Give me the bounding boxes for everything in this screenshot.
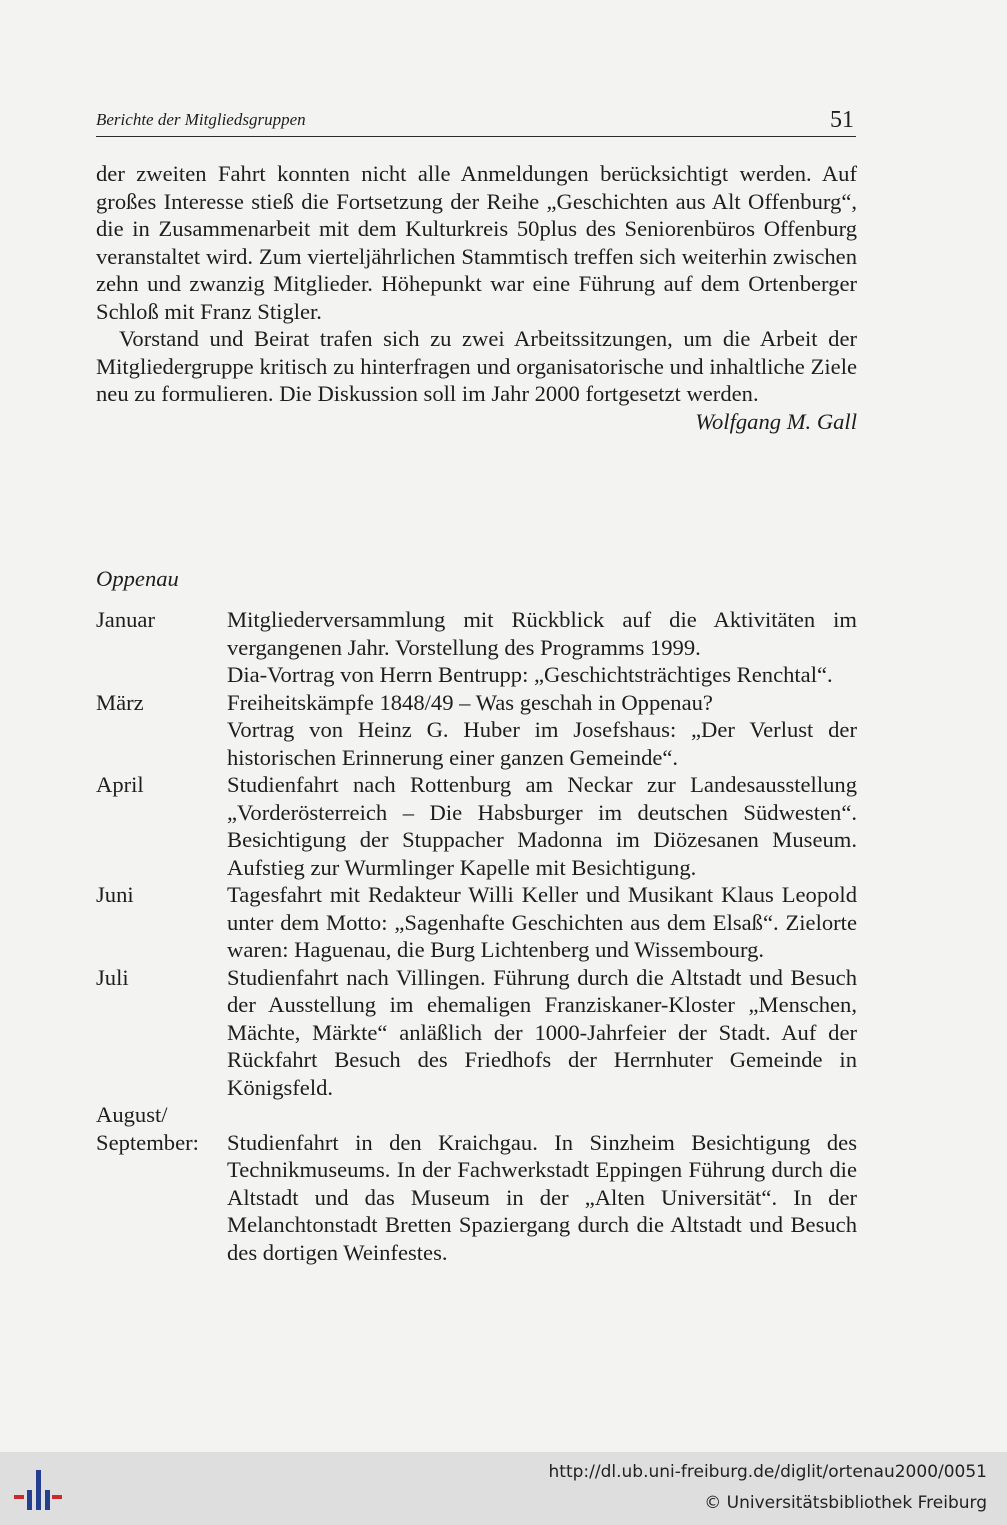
- event-description: [227, 689, 857, 772]
- library-footer: [0, 1452, 1007, 1525]
- event-entry: [96, 1101, 857, 1266]
- event-text: Vortrag von Heinz G. Huber im Josefshaus: „Der Verlust der historischen Erinnerung einer ganzen Gemeinde“.: [227, 717, 857, 770]
- event-month: Juli: [96, 964, 129, 990]
- event-month: August/: [96, 1102, 168, 1127]
- page-number: 51: [830, 107, 854, 133]
- author-signature: Wolfgang M. Gall: [695, 408, 857, 434]
- event-month: Juni: [96, 882, 134, 907]
- event-description: [227, 1129, 857, 1267]
- page-header: [96, 106, 856, 137]
- document-url-link[interactable]: http://dl.ub.uni-freiburg.de/diglit/ortenau2000/0051: [548, 1462, 987, 1482]
- event-entry: [96, 771, 857, 881]
- ub-freiburg-logo-icon: [14, 1464, 62, 1514]
- event-text: Dia-Vortrag von Herrn Bentrupp: „Geschichtsträchtiges Renchtal“.: [227, 662, 833, 687]
- event-description: [227, 881, 857, 964]
- event-list: [96, 606, 857, 1266]
- event-entry: [96, 606, 857, 689]
- event-description: [227, 964, 857, 1102]
- event-description: [227, 606, 857, 689]
- event-text: Studienfahrt in den Kraichgau. In Sinzheim Besichtigung des Technikmuseums. In der Fachwerkstadt Eppingen Führung durch die Altstadt und das Museum in der „Alten Universität“. In der Melanchtonstadt Bretten Spaziergang durch die Altstadt und Besuch des dortigen Weinfestes.: [227, 1129, 857, 1265]
- event-entry: [96, 964, 857, 1102]
- event-month: April: [96, 772, 144, 797]
- event-month: September:: [96, 1129, 199, 1155]
- event-description: [227, 771, 857, 881]
- event-month: Januar: [96, 607, 155, 632]
- paragraph: Vorstand und Beirat trafen sich zu zwei Arbeitssitzungen, um die Arbeit der Mitgliedergruppe kritisch zu hinterfragen und organisatorische und inhaltliche Ziele neu zu formulieren. Die Diskussion soll im Jahr 2000 fortgesetzt werden.: [96, 326, 857, 406]
- event-text: Mitgliederversammlung mit Rückblick auf die Aktivitäten im vergangenen Jahr. Vorstellung des Programms 1999.: [227, 607, 857, 660]
- section-title: Oppenau: [96, 566, 179, 591]
- event-entry: [96, 689, 857, 772]
- event-month: März: [96, 689, 144, 715]
- paragraph: der zweiten Fahrt konnten nicht alle Anmeldungen berücksichtigt werden. Auf großes Interesse stieß die Fortsetzung der Reihe „Geschichten aus Alt Offenburg“, die in Zusammenarbeit mit dem Kulturkreis 50plus des Seniorenbüros Offenburg veranstaltet wird. Zum vierteljährlichen Stammtisch treffen sich weiterhin zwischen zehn und zwanzig Mitglieder. Höhepunkt war eine Führung auf dem Ortenberger Schloß mit Franz Stigler.: [96, 161, 857, 324]
- running-head: Berichte der Mitgliedsgruppen: [96, 110, 306, 129]
- copyright-notice: © Universitätsbibliothek Freiburg: [704, 1493, 987, 1513]
- event-text: Tagesfahrt mit Redakteur Willi Keller und Musikant Klaus Leopold unter dem Motto: „Sagenhafte Geschichten aus dem Elsaß“. Zielorte waren: Haguenau, die Burg Lichtenberg und Wissembourg.: [227, 882, 857, 962]
- event-entry: [96, 881, 857, 964]
- event-text: Studienfahrt nach Villingen. Führung durch die Altstadt und Besuch der Ausstellung im ehemaligen Franziskaner-Kloster „Menschen, Mächte, Märkte“ anläßlich der 1000-Jahrfeier der Stadt. Auf der Rückfahrt Besuch des Friedhofs der Herrnhuter Gemeinde in Königsfeld.: [227, 964, 857, 1100]
- intro-text: [96, 160, 857, 435]
- event-text: Freiheitskämpfe 1848/49 – Was geschah in Oppenau?: [227, 689, 713, 715]
- event-text: Studienfahrt nach Rottenburg am Neckar zur Landesausstellung „Vorderösterreich – Die Habsburger im deutschen Südwesten“. Besichtigung der Stuppacher Madonna im Diözesanen Museum. Aufstieg zur Wurmlinger Kapelle mit Besichtigung.: [227, 772, 857, 880]
